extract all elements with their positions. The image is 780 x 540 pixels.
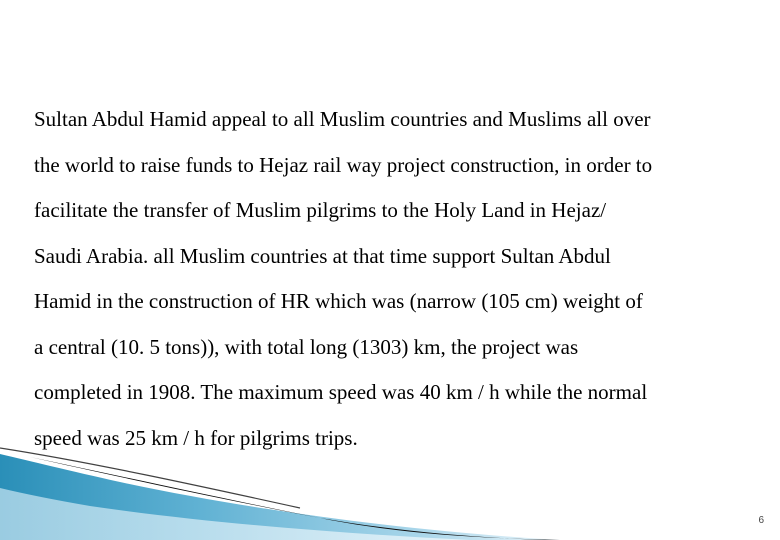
text-line: Sultan Abdul Hamid appeal to all Muslim countries and Muslims all over (34, 107, 651, 131)
slide-body-text (34, 97, 759, 461)
page-number: 6 (758, 515, 764, 526)
text-line: facilitate the transfer of Muslim pilgrims to the Holy Land in Hejaz/ (34, 198, 607, 222)
text-line: a central (10. 5 tons)), with total long (1303) km, the project was (34, 334, 579, 359)
text-line: Saudi Arabia. all Muslim countries at that time support Sultan Abdul (34, 243, 611, 268)
text-line: Hamid in the construction of HR which was (narrow (105 cm) weight of (34, 289, 643, 313)
text-line: speed was 25 km / h for pilgrims trips. (34, 425, 358, 450)
decorative-swoosh (0, 440, 560, 540)
text-line: completed in 1908. The maximum speed was 40 km / h while the normal (34, 380, 648, 404)
text-line: the world to raise funds to Hejaz rail way project construction, in order to (34, 152, 653, 177)
